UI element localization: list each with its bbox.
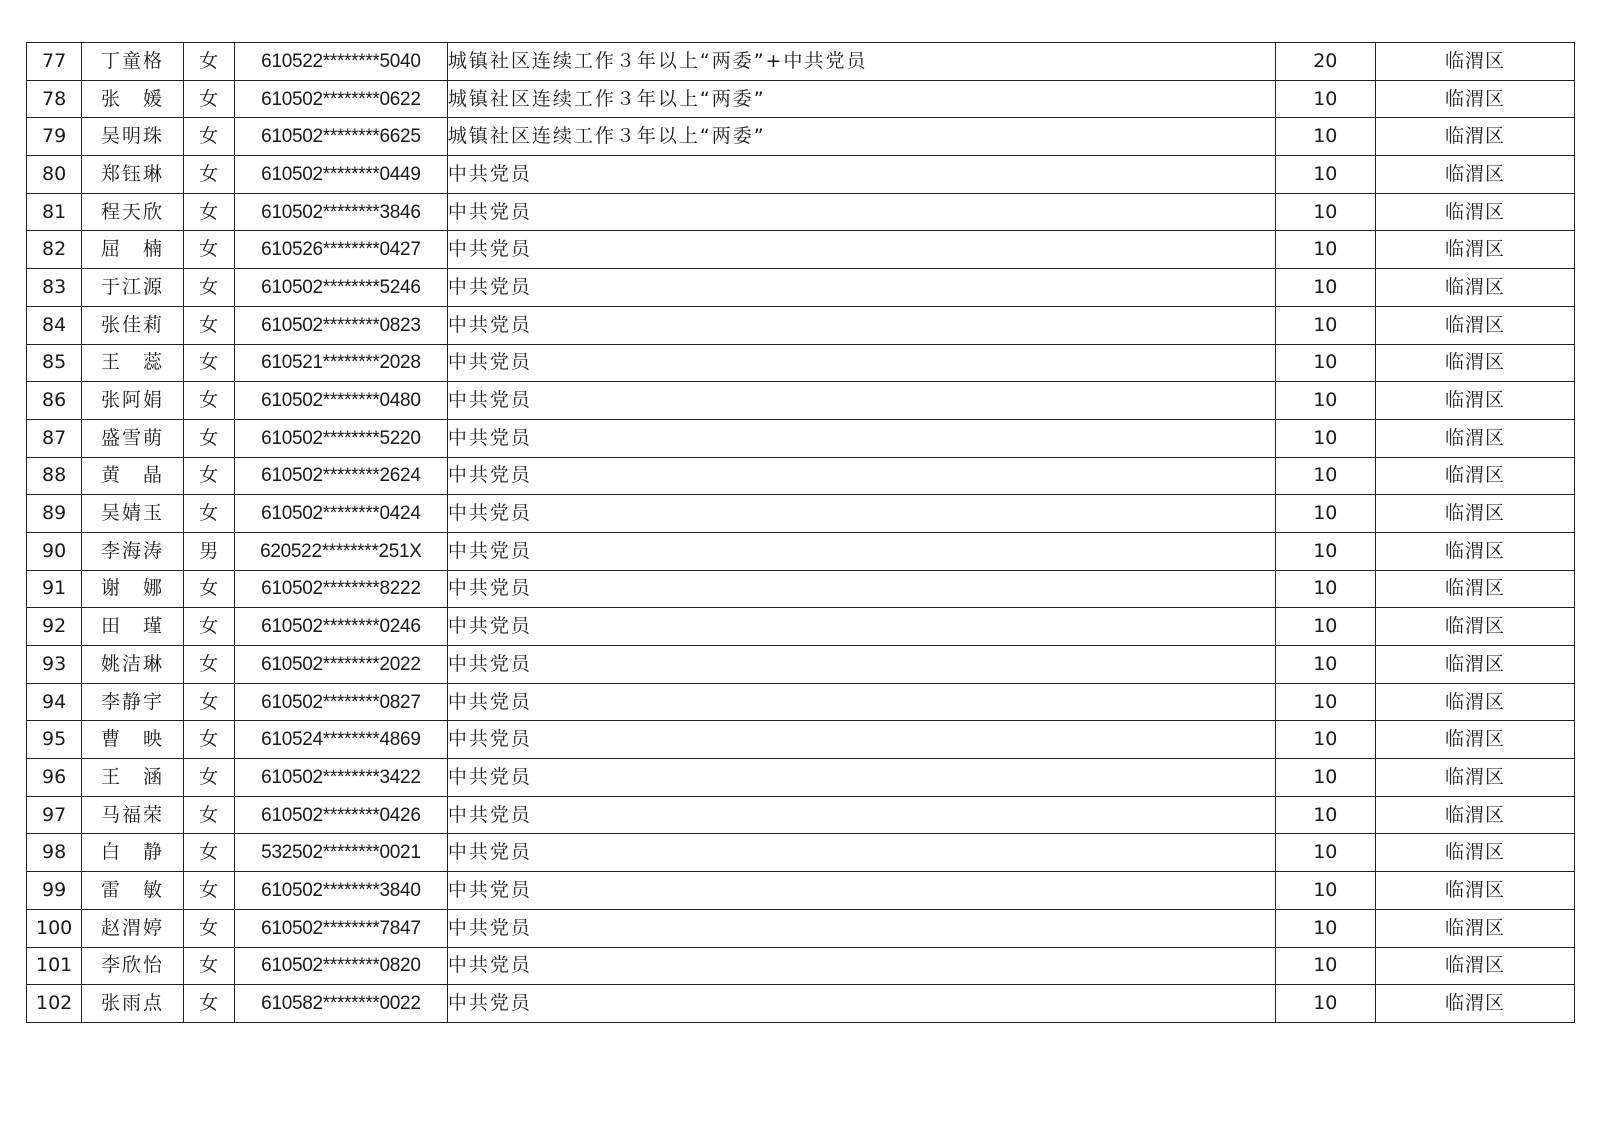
row-number-cell: 80 — [27, 156, 82, 194]
bonus-condition-cell: 中共党员 — [447, 495, 1275, 533]
applicant-sex-cell: 女 — [183, 570, 234, 608]
table-row — [27, 193, 1575, 231]
bonus-score-cell: 10 — [1275, 382, 1375, 420]
bonus-score-cell: 10 — [1275, 193, 1375, 231]
roster-body — [27, 43, 1575, 1023]
district-cell: 临渭区 — [1376, 193, 1575, 231]
row-number-cell: 98 — [27, 834, 82, 872]
id-number-cell: 610526********0427 — [234, 231, 447, 269]
bonus-condition-cell: 中共党员 — [447, 269, 1275, 307]
row-number-cell: 81 — [27, 193, 82, 231]
id-number-cell: 610502********5220 — [234, 419, 447, 457]
applicant-sex-cell: 女 — [183, 156, 234, 194]
applicant-sex-cell: 女 — [183, 759, 234, 797]
row-number-cell: 93 — [27, 646, 82, 684]
applicant-name-cell: 王 蕊 — [82, 344, 183, 382]
table-row — [27, 796, 1575, 834]
id-number-cell: 610521********2028 — [234, 344, 447, 382]
bonus-condition-cell: 中共党员 — [447, 457, 1275, 495]
district-cell: 临渭区 — [1376, 457, 1575, 495]
bonus-condition-cell: 中共党员 — [447, 382, 1275, 420]
applicant-name-cell: 丁童格 — [82, 43, 183, 81]
bonus-score-cell: 10 — [1275, 231, 1375, 269]
district-cell: 临渭区 — [1376, 985, 1575, 1023]
applicant-name-cell: 盛雪萌 — [82, 419, 183, 457]
bonus-condition-cell: 城镇社区连续工作３年以上“两委” — [447, 80, 1275, 118]
id-number-cell: 532502********0021 — [234, 834, 447, 872]
bonus-score-cell: 10 — [1275, 646, 1375, 684]
district-cell: 临渭区 — [1376, 608, 1575, 646]
bonus-score-cell: 10 — [1275, 269, 1375, 307]
applicant-sex-cell: 女 — [183, 419, 234, 457]
bonus-condition-cell: 中共党员 — [447, 721, 1275, 759]
table-row — [27, 834, 1575, 872]
table-row — [27, 419, 1575, 457]
table-row — [27, 80, 1575, 118]
bonus-score-cell: 10 — [1275, 909, 1375, 947]
applicant-sex-cell: 女 — [183, 118, 234, 156]
bonus-condition-cell: 城镇社区连续工作３年以上“两委”+中共党员 — [447, 43, 1275, 81]
district-cell: 临渭区 — [1376, 306, 1575, 344]
district-cell: 临渭区 — [1376, 532, 1575, 570]
district-cell: 临渭区 — [1376, 382, 1575, 420]
bonus-score-cell: 10 — [1275, 834, 1375, 872]
table-row — [27, 156, 1575, 194]
applicant-name-cell: 曹 映 — [82, 721, 183, 759]
bonus-score-cell: 20 — [1275, 43, 1375, 81]
applicant-sex-cell: 女 — [183, 985, 234, 1023]
district-cell: 临渭区 — [1376, 872, 1575, 910]
bonus-condition-cell: 中共党员 — [447, 759, 1275, 797]
bonus-score-cell: 10 — [1275, 872, 1375, 910]
row-number-cell: 90 — [27, 532, 82, 570]
applicant-name-cell: 吴婧玉 — [82, 495, 183, 533]
district-cell: 临渭区 — [1376, 419, 1575, 457]
applicant-sex-cell: 女 — [183, 193, 234, 231]
row-number-cell: 96 — [27, 759, 82, 797]
id-number-cell: 610502********3846 — [234, 193, 447, 231]
bonus-condition-cell: 城镇社区连续工作３年以上“两委” — [447, 118, 1275, 156]
applicant-sex-cell: 女 — [183, 306, 234, 344]
district-cell: 临渭区 — [1376, 344, 1575, 382]
table-row — [27, 269, 1575, 307]
applicant-sex-cell: 男 — [183, 532, 234, 570]
bonus-condition-cell: 中共党员 — [447, 344, 1275, 382]
row-number-cell: 100 — [27, 909, 82, 947]
bonus-condition-cell: 中共党员 — [447, 646, 1275, 684]
district-cell: 临渭区 — [1376, 646, 1575, 684]
bonus-condition-cell: 中共党员 — [447, 834, 1275, 872]
applicant-sex-cell: 女 — [183, 457, 234, 495]
applicant-name-cell: 王 涵 — [82, 759, 183, 797]
applicant-name-cell: 姚洁琳 — [82, 646, 183, 684]
table-row — [27, 608, 1575, 646]
table-row — [27, 457, 1575, 495]
table-row — [27, 570, 1575, 608]
table-row — [27, 872, 1575, 910]
bonus-condition-cell: 中共党员 — [447, 872, 1275, 910]
applicant-sex-cell: 女 — [183, 872, 234, 910]
id-number-cell: 610502********0426 — [234, 796, 447, 834]
row-number-cell: 78 — [27, 80, 82, 118]
applicant-name-cell: 马福荣 — [82, 796, 183, 834]
applicant-sex-cell: 女 — [183, 909, 234, 947]
bonus-condition-cell: 中共党员 — [447, 608, 1275, 646]
applicant-sex-cell: 女 — [183, 683, 234, 721]
bonus-score-cell: 10 — [1275, 947, 1375, 985]
district-cell: 临渭区 — [1376, 759, 1575, 797]
applicant-name-cell: 赵渭婷 — [82, 909, 183, 947]
district-cell: 临渭区 — [1376, 118, 1575, 156]
bonus-score-cell: 10 — [1275, 759, 1375, 797]
bonus-condition-cell: 中共党员 — [447, 306, 1275, 344]
bonus-score-cell: 10 — [1275, 721, 1375, 759]
id-number-cell: 610502********0820 — [234, 947, 447, 985]
id-number-cell: 610502********0827 — [234, 683, 447, 721]
applicant-name-cell: 雷 敏 — [82, 872, 183, 910]
bonus-condition-cell: 中共党员 — [447, 532, 1275, 570]
district-cell: 临渭区 — [1376, 796, 1575, 834]
table-row — [27, 721, 1575, 759]
district-cell: 临渭区 — [1376, 269, 1575, 307]
row-number-cell: 99 — [27, 872, 82, 910]
district-cell: 临渭区 — [1376, 909, 1575, 947]
row-number-cell: 84 — [27, 306, 82, 344]
applicant-sex-cell: 女 — [183, 495, 234, 533]
applicant-sex-cell: 女 — [183, 43, 234, 81]
id-number-cell: 610502********0246 — [234, 608, 447, 646]
district-cell: 临渭区 — [1376, 834, 1575, 872]
table-row — [27, 646, 1575, 684]
table-row — [27, 532, 1575, 570]
row-number-cell: 89 — [27, 495, 82, 533]
id-number-cell: 610502********3422 — [234, 759, 447, 797]
row-number-cell: 101 — [27, 947, 82, 985]
bonus-condition-cell: 中共党员 — [447, 156, 1275, 194]
id-number-cell: 610502********2022 — [234, 646, 447, 684]
applicant-name-cell: 张佳莉 — [82, 306, 183, 344]
applicant-name-cell: 郑钰琳 — [82, 156, 183, 194]
table-row — [27, 382, 1575, 420]
table-row — [27, 759, 1575, 797]
bonus-score-cell: 10 — [1275, 608, 1375, 646]
district-cell: 临渭区 — [1376, 683, 1575, 721]
id-number-cell: 610502********2624 — [234, 457, 447, 495]
id-number-cell: 610502********0622 — [234, 80, 447, 118]
bonus-score-cell: 10 — [1275, 306, 1375, 344]
row-number-cell: 77 — [27, 43, 82, 81]
applicant-sex-cell: 女 — [183, 834, 234, 872]
row-number-cell: 88 — [27, 457, 82, 495]
row-number-cell: 85 — [27, 344, 82, 382]
bonus-condition-cell: 中共党员 — [447, 231, 1275, 269]
bonus-score-cell: 10 — [1275, 683, 1375, 721]
applicant-name-cell: 李海涛 — [82, 532, 183, 570]
bonus-score-cell: 10 — [1275, 532, 1375, 570]
bonus-score-cell: 10 — [1275, 796, 1375, 834]
applicant-name-cell: 于江源 — [82, 269, 183, 307]
bonus-score-cell: 10 — [1275, 495, 1375, 533]
id-number-cell: 620522********251X — [234, 532, 447, 570]
bonus-score-cell: 10 — [1275, 457, 1375, 495]
id-number-cell: 610502********0480 — [234, 382, 447, 420]
table-row — [27, 231, 1575, 269]
row-number-cell: 94 — [27, 683, 82, 721]
row-number-cell: 79 — [27, 118, 82, 156]
bonus-condition-cell: 中共党员 — [447, 947, 1275, 985]
applicant-sex-cell: 女 — [183, 80, 234, 118]
applicant-name-cell: 程天欣 — [82, 193, 183, 231]
document-page — [26, 42, 1575, 1023]
bonus-condition-cell: 中共党员 — [447, 193, 1275, 231]
bonus-score-cell: 10 — [1275, 156, 1375, 194]
applicant-name-cell: 田 瑾 — [82, 608, 183, 646]
applicant-name-cell: 张阿娟 — [82, 382, 183, 420]
bonus-condition-cell: 中共党员 — [447, 985, 1275, 1023]
applicant-sex-cell: 女 — [183, 231, 234, 269]
table-row — [27, 495, 1575, 533]
bonus-score-cell: 10 — [1275, 419, 1375, 457]
table-row — [27, 344, 1575, 382]
applicant-sex-cell: 女 — [183, 344, 234, 382]
applicant-name-cell: 张 媛 — [82, 80, 183, 118]
district-cell: 临渭区 — [1376, 80, 1575, 118]
bonus-score-cell: 10 — [1275, 80, 1375, 118]
bonus-condition-cell: 中共党员 — [447, 796, 1275, 834]
district-cell: 临渭区 — [1376, 156, 1575, 194]
applicant-name-cell: 李静宇 — [82, 683, 183, 721]
district-cell: 临渭区 — [1376, 231, 1575, 269]
district-cell: 临渭区 — [1376, 947, 1575, 985]
table-row — [27, 306, 1575, 344]
id-number-cell: 610502********0424 — [234, 495, 447, 533]
applicant-name-cell: 谢 娜 — [82, 570, 183, 608]
bonus-score-cell: 10 — [1275, 118, 1375, 156]
id-number-cell: 610522********5040 — [234, 43, 447, 81]
applicant-name-cell: 白 静 — [82, 834, 183, 872]
table-row — [27, 985, 1575, 1023]
district-cell: 临渭区 — [1376, 570, 1575, 608]
applicant-sex-cell: 女 — [183, 269, 234, 307]
district-cell: 临渭区 — [1376, 43, 1575, 81]
row-number-cell: 102 — [27, 985, 82, 1023]
applicant-name-cell: 屈 楠 — [82, 231, 183, 269]
id-number-cell: 610582********0022 — [234, 985, 447, 1023]
district-cell: 临渭区 — [1376, 495, 1575, 533]
applicant-name-cell: 吴明珠 — [82, 118, 183, 156]
applicant-sex-cell: 女 — [183, 947, 234, 985]
applicant-sex-cell: 女 — [183, 721, 234, 759]
table-row — [27, 683, 1575, 721]
table-row — [27, 43, 1575, 81]
applicant-name-cell: 张雨点 — [82, 985, 183, 1023]
bonus-condition-cell: 中共党员 — [447, 683, 1275, 721]
applicant-sex-cell: 女 — [183, 796, 234, 834]
row-number-cell: 87 — [27, 419, 82, 457]
id-number-cell: 610502********5246 — [234, 269, 447, 307]
bonus-score-cell: 10 — [1275, 570, 1375, 608]
table-row — [27, 118, 1575, 156]
applicant-sex-cell: 女 — [183, 382, 234, 420]
applicant-sex-cell: 女 — [183, 646, 234, 684]
applicant-sex-cell: 女 — [183, 608, 234, 646]
table-row — [27, 947, 1575, 985]
id-number-cell: 610502********0449 — [234, 156, 447, 194]
row-number-cell: 97 — [27, 796, 82, 834]
row-number-cell: 86 — [27, 382, 82, 420]
id-number-cell: 610524********4869 — [234, 721, 447, 759]
bonus-condition-cell: 中共党员 — [447, 570, 1275, 608]
bonus-score-cell: 10 — [1275, 344, 1375, 382]
row-number-cell: 83 — [27, 269, 82, 307]
applicant-name-cell: 李欣怡 — [82, 947, 183, 985]
applicant-name-cell: 黄 晶 — [82, 457, 183, 495]
roster-table — [26, 42, 1575, 1023]
id-number-cell: 610502********3840 — [234, 872, 447, 910]
bonus-score-cell: 10 — [1275, 985, 1375, 1023]
id-number-cell: 610502********8222 — [234, 570, 447, 608]
table-row — [27, 909, 1575, 947]
row-number-cell: 82 — [27, 231, 82, 269]
bonus-condition-cell: 中共党员 — [447, 909, 1275, 947]
bonus-condition-cell: 中共党员 — [447, 419, 1275, 457]
id-number-cell: 610502********0823 — [234, 306, 447, 344]
id-number-cell: 610502********7847 — [234, 909, 447, 947]
id-number-cell: 610502********6625 — [234, 118, 447, 156]
row-number-cell: 92 — [27, 608, 82, 646]
row-number-cell: 95 — [27, 721, 82, 759]
district-cell: 临渭区 — [1376, 721, 1575, 759]
row-number-cell: 91 — [27, 570, 82, 608]
